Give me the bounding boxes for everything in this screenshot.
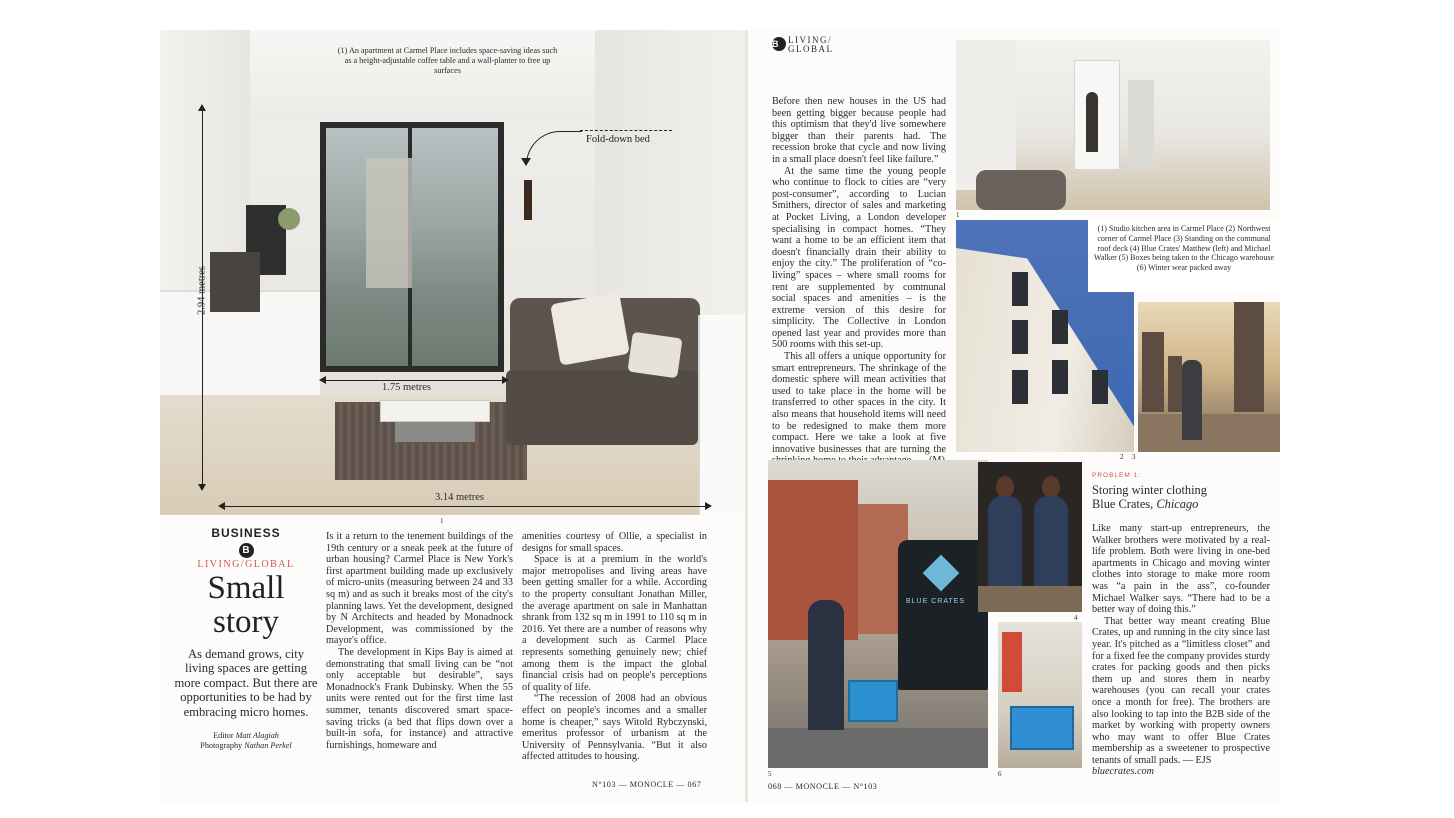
paragraph: This all offers a unique opportunity for smart entrepreneurs. The shrinkage of the domestic sphere will mean activities that used to take place in the home will be transferred to other spaces in the city. It also means that household items will need to be redesigned to make them more compact. Here we take a look at five innovative businesses that are turning the — [772, 351, 946, 455]
credit-photo-label: Photography — [200, 741, 243, 751]
width-dimension-line — [224, 506, 706, 507]
logo-line-1: LIVING/ — [788, 35, 832, 45]
fold-down-arrow-line — [526, 131, 582, 165]
section-label: LIVING/GLOBAL — [197, 559, 295, 570]
window-dimension-label: 1.75 metres — [382, 382, 431, 393]
credits — [174, 731, 318, 751]
paragraph: At the same time the young people who continue to flock to cities are “very post-consumer”, according to Lucian Smithers, director of sales and marketing at Pocket Living, a London developer specialising in compact homes. “They want a home to be an efficient item that doesn't financially drain their ability to enjoy the city.” The proliferation of “co-living” spaces – where small rooms for rent are supplemented by communal social spaces and amenities – is the extreme version of this desire for simplicity. The Collective in London opened last year and provides more than 500 rooms with this set-up. — [772, 165, 946, 351]
fold-down-bed-label: Fold-down bed — [586, 134, 650, 145]
paragraph: Is it a return to the tenement buildings of the 19th century or a sneak peek at the future of urban housing? Carmel Place is New York's first apartment building made up exclusively of micro-units (measuring between 24 and 33 sq m) and as such it breaks most of the city's planning laws. Yet the development, designed by N Architects and headed by Monadnock Development, was commissioned by the mayor's office. — [326, 531, 513, 647]
window-image — [320, 122, 504, 372]
headline-line-1: Small — [207, 570, 285, 606]
paragraph: The development in Kips Bay is aimed at demonstrating that small living can be “not only acceptable but desirable”, says Monadnock's Frank Dubinsky. When the 55 units were rented out for the first time last summer, tenants discovered smart space-saving tricks (a bed that flips down over a built-in sofa, for instance) and attractive furnishings, homeware and — [326, 646, 513, 751]
logo-line-2: GLOBAL — [788, 44, 834, 54]
apartment-photo — [160, 30, 745, 515]
paragraph: Like many start-up entrepreneurs, the Walker brothers were motivated by a real-life problem. Both were living in one-bed apartments in Chicago and moving winter clothes into storage to make more room was “a pain in the ass”, co-founder Michael Walker says. “There had to be a better way of doing this.” — [1092, 523, 1270, 616]
kicker: BUSINESS — [211, 526, 281, 540]
photo-captions-box — [1088, 220, 1280, 292]
body-column-1 — [326, 531, 513, 751]
paragraph: That better way meant creating Blue Crates, up and running in the city since last year. It's pitched as a “limitless closet” and for a fixed fee the company provides sturdy crates for packing goods and then picks them up and stores them in nearby warehouses (you can recall your crates once a month for free). The brothers are also looking to tap into the B2B side of the market by working with property owners who may want to offer Blue Crates membership as a sweetener to prospective tenants of small pads. — EJS — [1092, 615, 1270, 766]
figure-number: 1 — [440, 517, 444, 525]
rooftop-photo — [1138, 302, 1280, 452]
paragraph: Space is at a premium in the world's major metropolises and living areas have been getting smaller for a while. According to the property consultant Jonathan Miller, the average apartment on sale in Manhattan shrank from 132 sq m in 1991 to 110 sq m in 2016. Yet there are a number of reasons why a development such as Carmel Place represents something genuinely new; chief among them is the impact the global financial crisis had on people's perceptions of quality of life. — [522, 554, 707, 693]
credit-photo-name: Nathan Perkel — [244, 741, 292, 751]
body-column-2 — [522, 531, 707, 763]
left-page — [160, 30, 745, 802]
article-intro — [174, 526, 318, 751]
feature-city: Chicago — [1156, 497, 1199, 511]
brothers-photo — [978, 462, 1082, 612]
window-dimension-line — [325, 380, 503, 381]
feature-title-line: Storing winter clothing — [1092, 483, 1207, 497]
folio: N°103 — MONOCLE — 067 — [592, 780, 702, 789]
section-badge-icon: B — [772, 37, 786, 51]
photo-caption: (1) An apartment at Carmel Place includes space-saving ideas such as a height-adjustable coffee table and a wall-planter to free up surfaces — [337, 46, 558, 75]
folio: 068 — MONOCLE — N°103 — [768, 782, 878, 791]
width-dimension-label: 3.14 metres — [435, 492, 484, 503]
credit-editor-name: Matt Alagiah — [235, 731, 279, 741]
problem-label: PROBLEM 1: — [1092, 472, 1142, 479]
feature-title — [1092, 483, 1270, 511]
figure-number: 1 — [956, 211, 960, 219]
photo-captions: (1) Studio kitchen area in Carmel Place (2) Northwest corner of Carmel Place (3) Standing on the communal roof deck (4) Blue Crates' Matthew (left) and Michael Walker (5) Boxes being taken to the Chicago warehouse (6) Winter wear packed away — [1093, 224, 1275, 273]
feature-header — [1092, 472, 1270, 511]
figure-number: 5 — [768, 770, 772, 778]
body-column-3 — [772, 96, 946, 467]
standfirst: As demand grows, city living spaces are getting more compact. But there are opportunities to be had by embracing micro homes. — [174, 647, 318, 719]
section-logo — [772, 36, 834, 54]
fold-down-dash-line — [580, 130, 672, 131]
kitchen-photo — [956, 40, 1270, 210]
street-delivery-photo — [768, 460, 988, 768]
storage-crates-photo — [998, 622, 1082, 768]
section-badge-icon: B — [239, 543, 254, 558]
credit-editor-label: Editor — [213, 731, 234, 741]
figure-number: 6 — [998, 770, 1002, 778]
body-column-4 — [1092, 523, 1270, 778]
headline — [174, 571, 318, 639]
headline-line-2: story — [213, 604, 279, 640]
figure-number: 4 — [1074, 614, 1078, 622]
figure-number: 3 — [1132, 453, 1136, 461]
website-link[interactable]: bluecrates.com — [1092, 766, 1154, 778]
arrow-down-icon — [521, 158, 531, 166]
paragraph: amenities courtesy of Ollie, a specialist in designs for small spaces. — [522, 531, 707, 554]
figure-number: 2 — [1120, 453, 1124, 461]
paragraph: “The recession of 2008 had an obvious effect on people's incomes and a smaller home is cheaper,” says Witold Rybczynski, emeritus professor of urbanism at the University of Pennsylvania. “But it also affected attitudes to housing. — [522, 693, 707, 763]
height-dimension-label: 2.94 metres — [196, 266, 208, 315]
right-page — [748, 30, 1280, 802]
van-text: BLUE CRATES — [906, 598, 966, 605]
feature-company: Blue Crates, — [1092, 497, 1154, 511]
paragraph: Before then new houses in the US had been getting bigger because people had this optimism that they'd live somewhere bigger than their parents had. The recession broke that cycle and now living in a small place doesn't feel like failure.” — [772, 96, 946, 165]
